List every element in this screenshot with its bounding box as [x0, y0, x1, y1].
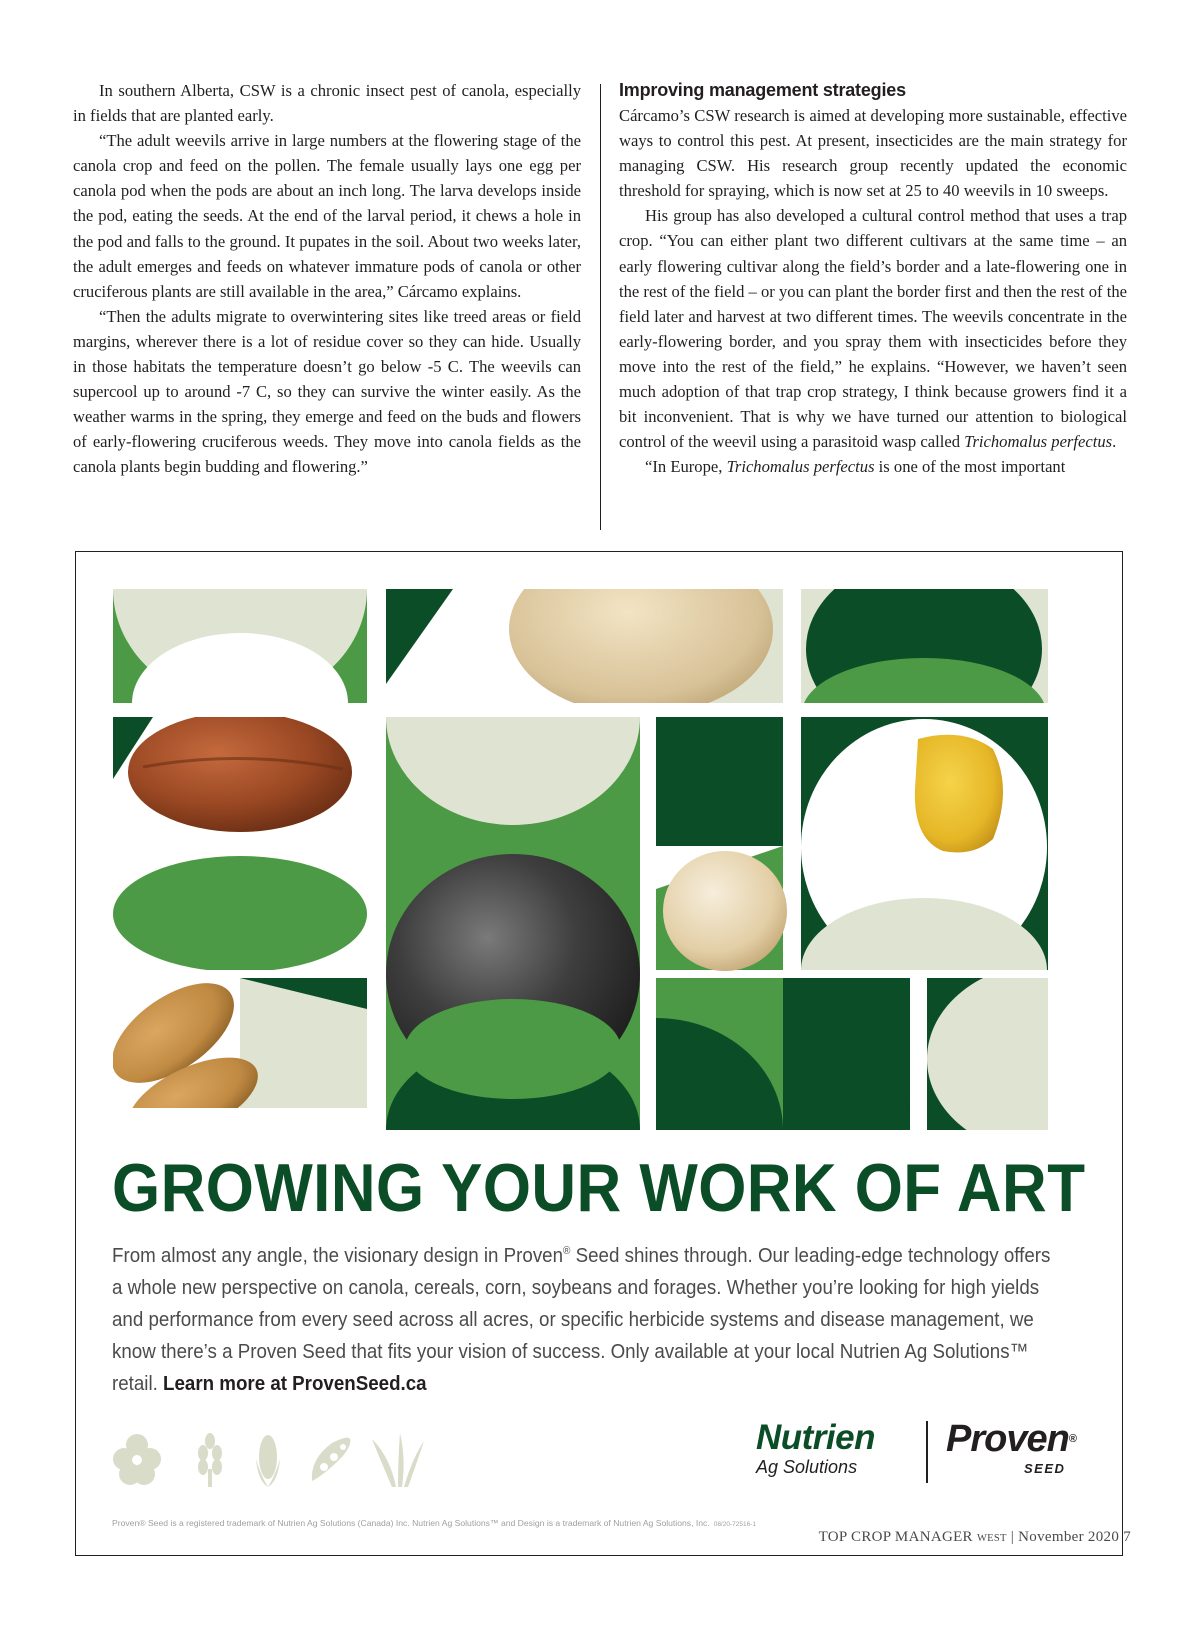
tile-dark-square	[656, 717, 783, 846]
article-right-column	[619, 78, 1127, 479]
tile-wheat-seeds	[113, 963, 367, 1130]
forage-icon	[372, 1433, 424, 1487]
paragraph: “The adult weevils arrive in large numbers at the flowering stage of the canola crop and feed on the pollen. The female usually lays one egg per canola pod when the pods are about an inch long. The larva develops inside the pod, eating the seeds. At the end of the larval period, it chews a hole in the pod and falls to the ground. It pupates in the soil. About two weeks later, the adult emerges and feeds on whatever immature pods of canola or other cruciferous plants are still available in the area,” Cárcamo explains.	[73, 131, 581, 301]
proven-seed-advertisement	[75, 551, 1123, 1556]
learn-more-link[interactable]: Learn more at ProvenSeed.ca	[163, 1371, 427, 1395]
edition-name: WEST	[976, 1533, 1007, 1544]
column-divider	[600, 84, 601, 530]
seed-art-mosaic	[113, 589, 1095, 1130]
proven-seed-wordmark: SEED	[1024, 1461, 1066, 1476]
trademark-fine-print: Proven® Seed is a registered trademark of Nutrien Ag Solutions (Canada) Inc. Nutrien Ag Solutions™ and Design is a trademark of Nutrien Ag Solutions, Inc. 08/20-72516-1	[112, 1518, 756, 1528]
page-folio: TOP CROP MANAGER WEST | November 2020 7	[818, 1529, 1131, 1545]
species-name: Trichomalus perfectus	[726, 457, 875, 477]
ad-body-copy: From almost any angle, the visionary design in Proven® Seed shines through. Our leading-edge technology offers a whole new perspective on canola, cereals, corn, soybeans and forages. Whether you’re looking for high yields and performance from every seed across all acres, or specific herbicide systems and disease management, we know there’s a Proven Seed that fits your vision of success. Only available at your local Nutrien Ag Solutions™ retail. Learn more at ProvenSeed.ca	[112, 1243, 1051, 1395]
species-name: Trichomalus perfectus	[964, 432, 1113, 452]
brand-logos	[756, 1419, 1096, 1499]
magazine-name: TOP CROP MANAGER	[818, 1529, 973, 1545]
tile-half-circles	[656, 978, 910, 1130]
article-left-column	[73, 78, 581, 480]
paragraph: In southern Alberta, CSW is a chronic insect pest of canola, especially in fields that are planted early.	[73, 81, 581, 126]
wheat-icon	[198, 1433, 222, 1487]
canola-flower-icon	[113, 1434, 161, 1485]
paragraph: His group has also developed a cultural control method that uses a trap crop. “You can either plant two different cultivars at the same time – an early flowering cultivar along the field’s border and a late-flowering one in the rest of the field – or you can plant the border first and then the rest of the field later and harvest at two different times. The weevils concentrate in the early-flowering border, and you spray them with insecticides before they move into the rest of the field,” he explains. “However, we haven’t seen much adoption of that trap crop strategy, I think because growers find it a bit inconvenient. That is why we have turned our attention to biological control of the weevil using a parasitoid wasp called Trichomalus perfectus.	[619, 206, 1127, 452]
red-wheat-seed	[128, 712, 352, 832]
paragraph: “Then the adults migrate to overwintering sites like treed areas or field margins, wherever there is a lot of residue cover so they can hide. Usually in those habitats the temperature doesn’t go below -5 C. The weevils can supercool up to around -7 C, so they can survive the winter easily. As the weather warms in the spring, they emerge and feed on the buds and flowers of early-flowering cruciferous weeds. They move into canola fields as the canola plants begin budding and flowering.”	[73, 306, 581, 477]
nutrien-logo: Nutrien	[756, 1418, 875, 1457]
subheading: Improving management strategies	[619, 80, 906, 100]
crop-icon-row	[110, 1429, 430, 1489]
tile-brown-seed	[113, 712, 367, 972]
soybean-seed	[663, 851, 787, 971]
paragraph: “In Europe, Trichomalus perfectus is one of the most important	[645, 457, 1066, 477]
nutrien-ag-solutions-wordmark: Ag Solutions	[756, 1457, 858, 1477]
tile-dark-arc	[927, 963, 1095, 1130]
corn-kernel	[915, 735, 1003, 853]
proven-logo: Proven®	[946, 1418, 1076, 1460]
issue-date: November 2020	[1018, 1529, 1120, 1545]
soybean-icon	[312, 1438, 351, 1481]
ad-headline: GROWING YOUR WORK OF ART	[112, 1150, 1086, 1226]
tile-bean	[386, 589, 783, 715]
logo-divider	[926, 1421, 928, 1483]
page-number: 7	[1123, 1529, 1131, 1545]
paragraph: Cárcamo’s CSW research is aimed at developing more sustainable, effective ways to control this pest. At present, insecticides are the main strategy for managing CSW. His research group recently updated the economic threshold for spraying, which is now set at 25 to 40 weevils in 10 sweeps.	[619, 106, 1127, 201]
corn-icon	[256, 1435, 280, 1487]
